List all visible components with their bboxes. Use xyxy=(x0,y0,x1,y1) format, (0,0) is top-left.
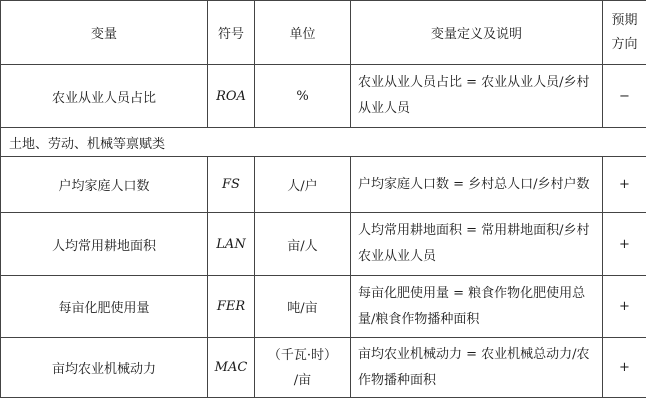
unit-line2: /亩 xyxy=(293,372,312,388)
variable-cell: 每亩化肥使用量 xyxy=(1,276,208,338)
variable-cell: 亩均农业机械动力 xyxy=(1,338,208,398)
category-label: 土地、劳动、机械等禀赋类 xyxy=(1,128,646,157)
symbol-cell: FS xyxy=(208,157,255,213)
definition-cell: 人均常用耕地面积 = 常用耕地面积/乡村农业从业人员 xyxy=(351,213,603,276)
symbol-cell: ROA xyxy=(208,65,255,128)
symbol-cell: MAC xyxy=(208,338,255,398)
definition-cell: 农业从业人员占比 = 农业从业人员/乡村从业人员 xyxy=(351,65,603,128)
definition-cell: 每亩化肥使用量 = 粮食作物化肥使用总量/粮食作物播种面积 xyxy=(351,276,603,338)
unit-cell: 亩/人 xyxy=(255,213,351,276)
variable-cell: 户均家庭人口数 xyxy=(1,157,208,213)
table-row xyxy=(1,157,646,213)
unit-cell: 人/户 xyxy=(255,157,351,213)
table-row xyxy=(1,338,646,398)
category-row xyxy=(1,128,646,157)
header-direction-line2: 方向 xyxy=(611,36,638,52)
table-row xyxy=(1,65,646,128)
direction-cell: + xyxy=(603,276,646,338)
variable-cell: 人均常用耕地面积 xyxy=(1,213,208,276)
direction-cell: + xyxy=(603,157,646,213)
header-symbol: 符号 xyxy=(208,1,255,65)
header-variable: 变量 xyxy=(1,1,208,65)
header-definition: 变量定义及说明 xyxy=(351,1,603,65)
header-unit: 单位 xyxy=(255,1,351,65)
header-direction xyxy=(603,1,646,65)
table-row xyxy=(1,213,646,276)
variable-cell: 农业从业人员占比 xyxy=(1,65,208,128)
unit-cell xyxy=(255,338,351,398)
direction-cell: + xyxy=(603,213,646,276)
symbol-cell: LAN xyxy=(208,213,255,276)
direction-cell: + xyxy=(603,338,646,398)
definition-cell: 户均家庭人口数 = 乡村总人口/乡村户数 xyxy=(351,157,603,213)
table-header-row xyxy=(1,1,646,65)
symbol-cell: FER xyxy=(208,276,255,338)
header-direction-line1: 预期 xyxy=(611,12,638,28)
definition-cell: 亩均农业机械动力 = 农业机械总动力/农作物播种面积 xyxy=(351,338,603,398)
unit-cell: % xyxy=(255,65,351,128)
unit-line1: （千瓦·时） xyxy=(267,347,338,363)
direction-cell: − xyxy=(603,65,646,128)
unit-cell: 吨/亩 xyxy=(255,276,351,338)
table-row xyxy=(1,276,646,338)
